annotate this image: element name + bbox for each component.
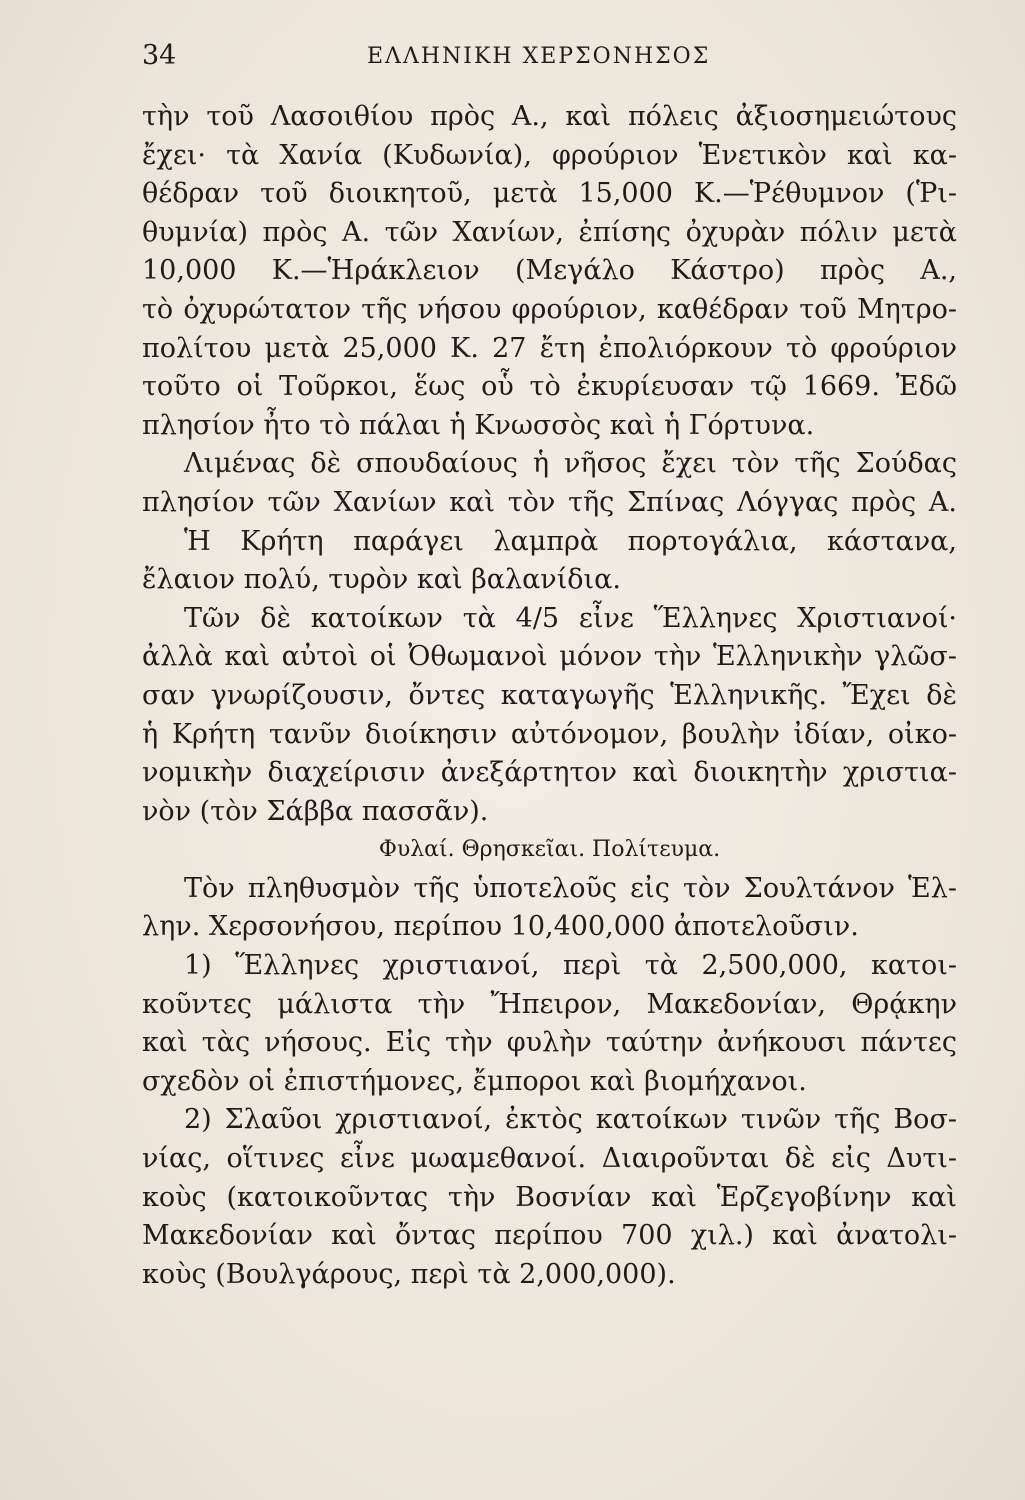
page-number: 34 (142, 40, 177, 71)
text-line: 10,000 Κ.—Ἡράκλειον (Μεγάλο Κάστρο) πρὸς Α., (142, 255, 957, 287)
text-line: κοὺς (Βουλγάρους, περὶ τὰ 2,000,000). (142, 1258, 676, 1290)
text-line: ἀλλὰ καὶ αὐτοὶ οἱ Ὀθωμανοὶ μόνον τὴν Ἑλληνικὴν γλῶσ- (142, 641, 957, 673)
text-line: κοῦντες μάλιστα τὴν Ἤπειρον, Μακεδονίαν, Θρᾴκην (142, 988, 957, 1020)
text-line: νὸν (τὸν Σάββα πασσᾶν). (142, 795, 489, 827)
page-header (142, 40, 957, 80)
section-heading: Φυλαί. Θρησκεῖαι. Πολίτευμα. (378, 837, 721, 863)
text-line: λην. Χερσονήσου, περίπου 10,400,000 ἀποτελοῦσιν. (142, 911, 859, 943)
text-line: κοὺς (κατοικοῦντας τὴν Βοσνίαν καὶ Ἑρζεγοβίνην καὶ (142, 1181, 957, 1213)
paragraph-first-line: Λιμένας δὲ σπουδαίους ἡ νῆσος ἔχει τὸν τῆς Σούδας (184, 448, 957, 480)
text-line: νίας, οἵτινες εἶνε μωαμεθανοί. Διαιροῦνται δὲ εἰς Δυτι- (142, 1143, 957, 1175)
text-line: πλησίον τῶν Χανίων καὶ τὸν τῆς Σπίνας Λόγγας πρὸς Α. (142, 486, 957, 518)
text-line: τὴν τοῦ Λασοιθίου πρὸς Α., καὶ πόλεις ἀξιοσημειώτους (142, 101, 957, 132)
text-line: σαν γνωρίζουσιν, ὄντες καταγωγῆς Ἑλληνικῆς. Ἔχει δὲ (142, 679, 957, 711)
paragraph-first-line: Τὸν πληθυσμὸν τῆς ὑποτελοῦς εἰς τὸν Σουλτάνον Ἑλ- (184, 872, 957, 904)
text-line: καὶ τὰς νήσους. Εἰς τὴν φυλὴν ταύτην ἀνήκουσι πάντες (142, 1027, 957, 1059)
running-title: ΕΛΛΗΝΙΚΗ ΧΕΡΣΟΝΗΣΟΣ (367, 44, 711, 69)
paragraph-first-line: 1) Ἕλληνες χριστιανοί, περὶ τὰ 2,500,000, κατοι- (184, 950, 957, 982)
text-line: τοῦτο οἱ Τοῦρκοι, ἕως οὗ τὸ ἐκυρίευσαν τῷ 1669. Ἐδῶ (142, 371, 957, 403)
paragraph-first-line: 2) Σλαῦοι χριστιανοί, ἐκτὸς κατοίκων τινῶν τῆς Βοσ- (184, 1104, 957, 1136)
text-line: τὸ ὀχυρώτατον τῆς νήσου φρούριον, καθέδραν τοῦ Μητρο- (142, 293, 957, 325)
text-line: θυμνία) πρὸς Α. τῶν Χανίων, ἐπίσης ὀχυρὰν πόλιν μετὰ (142, 216, 957, 248)
text-line: πολίτου μετὰ 25,000 Κ. 27 ἔτη ἐπολιόρκουν τὸ φρούριον (142, 332, 957, 364)
text-line: νομικὴν διαχείρισιν ἀνεξάρτητον καὶ διοικητὴν χριστια- (142, 757, 957, 789)
text-line: ἡ Κρήτη τανῦν διοίκησιν αὐτόνομον, βουλὴν ἰδίαν, οἰκο- (142, 718, 957, 750)
paragraph-first-line: Τῶν δὲ κατοίκων τὰ 4/5 εἶνε Ἕλληνες Χριστιανοί· (184, 602, 957, 634)
text-line: Μακεδονίαν καὶ ὄντας περίπου 700 χιλ.) καὶ ἀνατολι- (142, 1220, 957, 1252)
text-line: θέδραν τοῦ διοικητοῦ, μετὰ 15,000 Κ.—Ῥέθυμνον (Ῥι- (142, 178, 957, 210)
text-line: σχεδὸν οἱ ἐπιστήμονες, ἔμποροι καὶ βιομήχανοι. (142, 1065, 807, 1097)
text-line: ἔχει· τὰ Χανία (Κυδωνία), φρούριον Ἑνετικὸν καὶ κα- (142, 139, 957, 171)
paragraph-first-line: Ἡ Κρήτη παράγει λαμπρὰ πορτογάλια, κάστανα, (184, 525, 957, 557)
text-line: πλησίον ἦτο τὸ πάλαι ἡ Κνωσσὸς καὶ ἡ Γόρτυνα. (142, 409, 815, 441)
body-text (142, 98, 957, 1294)
text-line: ἔλαιον πολύ, τυρὸν καὶ βαλανίδια. (142, 564, 621, 596)
